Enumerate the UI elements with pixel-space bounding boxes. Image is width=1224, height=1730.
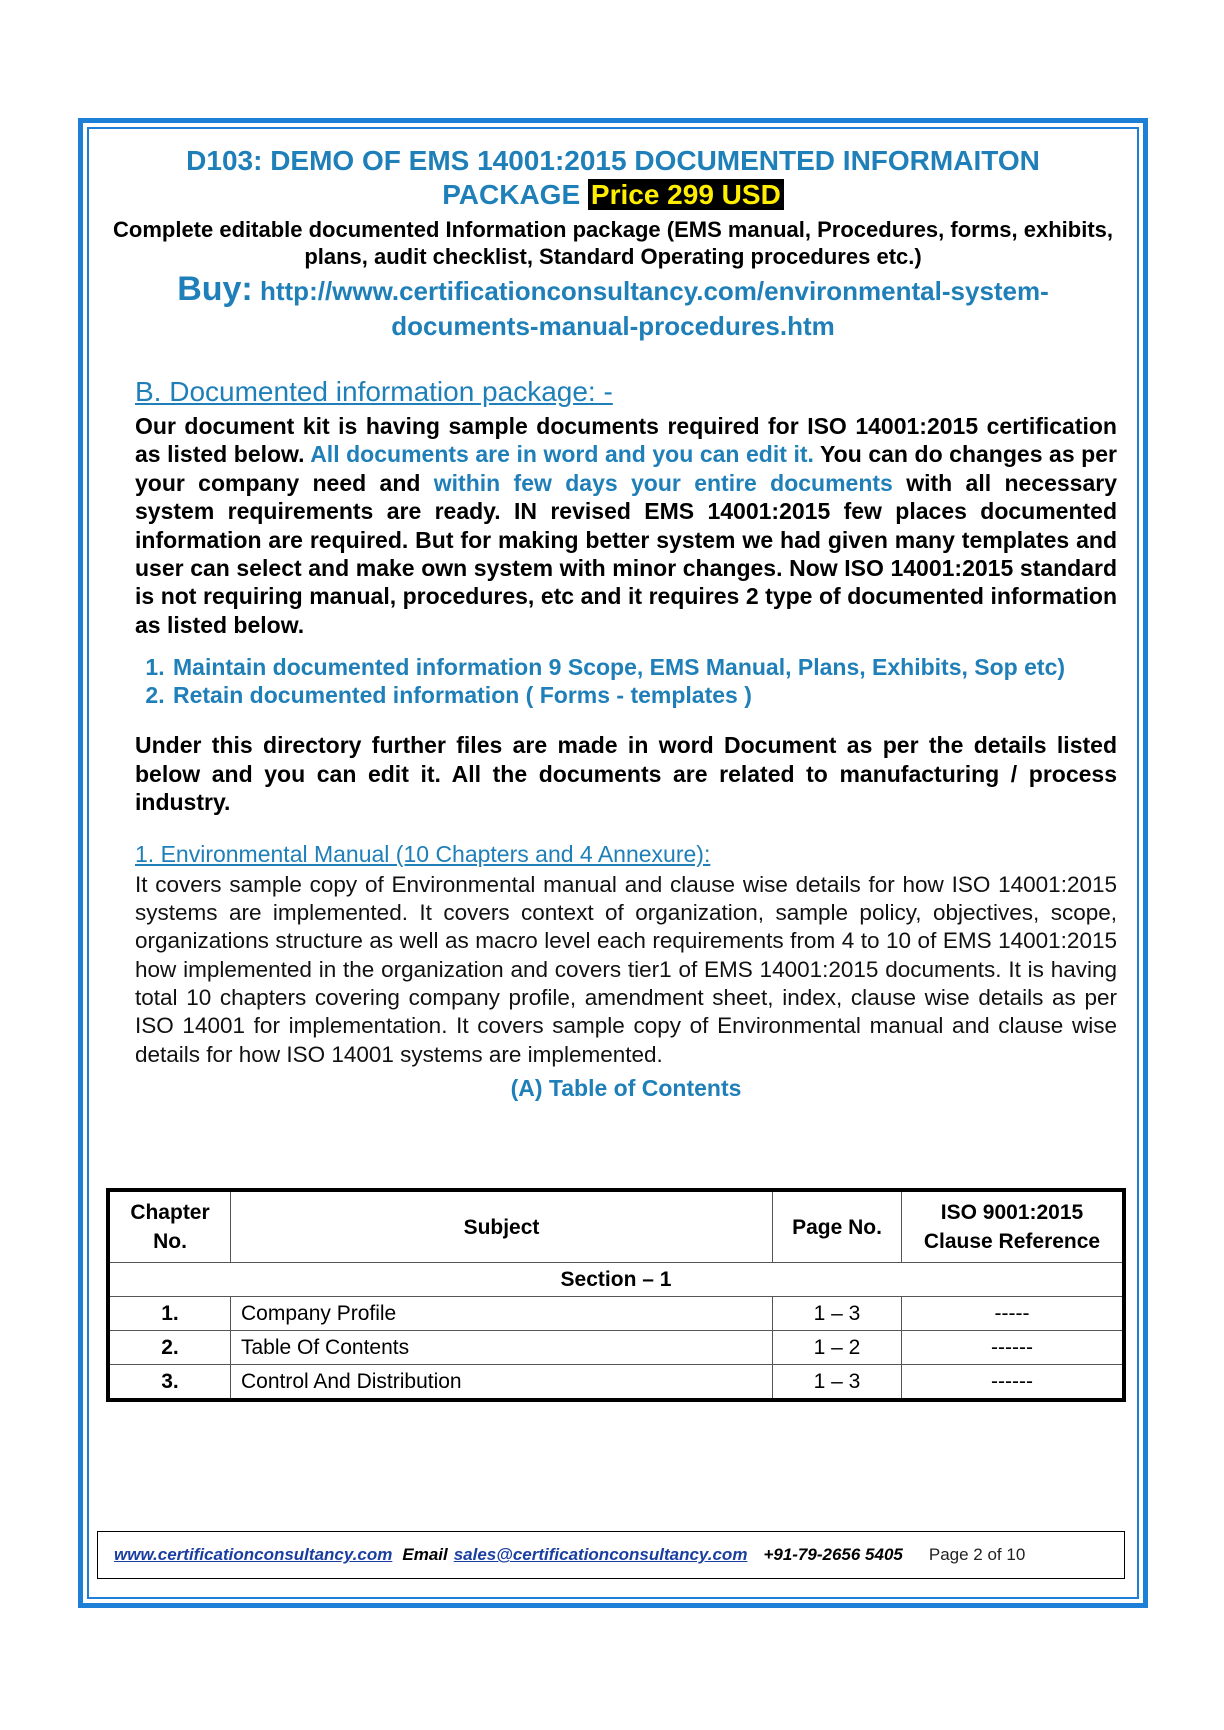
table-row: [108, 1297, 1124, 1331]
cell-subject: Control And Distribution: [231, 1365, 773, 1401]
section-b-heading: B. Documented information package: -: [135, 376, 613, 407]
package-description: Complete editable documented Information package (EMS manual, Procedures, forms, exhibits, plans, audit checklist, Standard Operating procedures etc.): [113, 217, 1113, 269]
cell-page: 1 – 2: [773, 1331, 902, 1365]
footer-phone: +91-79-2656 5405: [763, 1545, 903, 1564]
section-b-paragraph: [135, 412, 1117, 639]
para-highlight-1: All documents are in word and you can edit it.: [310, 441, 814, 468]
table-of-contents: [106, 1188, 1126, 1402]
para-text-2: You can do changes as per your company need and: [135, 441, 1117, 496]
list-item: 2. Retain documented information ( Forms - templates ): [171, 681, 1117, 709]
header-iso: ISO 9001:2015 Clause Reference: [902, 1190, 1125, 1263]
buy-label: Buy:: [177, 270, 253, 308]
table-row: [108, 1331, 1124, 1365]
header-page: Page No.: [773, 1190, 902, 1263]
para-highlight-2: within few days your entire documents: [433, 469, 893, 496]
environmental-manual-paragraph: It covers sample copy of Environmental manual and clause wise details for how ISO 14001:2015 systems are implemented. It covers context of organization, sample policy, objectives, scope, organizations structure as well as macro level each requirements from 4 to 10 of EMS 14001:2015 how implemented in the organization and covers tier1 of EMS 14001:2015 documents. It is having total 10 chapters covering company profile, amendment sheet, index, clause wise details as per ISO 14001 for implementation. It covers sample copy of Environmental manual and clause wise details for how ISO 14001 systems are implemented.: [135, 871, 1117, 1067]
cell-page: 1 – 3: [773, 1365, 902, 1401]
price-badge: Price 299 USD: [588, 179, 784, 210]
section-row: [108, 1263, 1124, 1297]
cell-chapter: 2.: [108, 1331, 231, 1365]
para-text-1: Our document kit is having sample documents required for ISO 14001:2015 certification as listed below.: [135, 413, 1117, 468]
cell-chapter: 3.: [108, 1365, 231, 1401]
cell-iso: ------: [902, 1331, 1125, 1365]
table-row: [108, 1365, 1124, 1401]
cell-subject: Company Profile: [231, 1297, 773, 1331]
footer-email-label: Email: [402, 1545, 448, 1564]
documented-info-list: [135, 653, 1117, 709]
directory-paragraph: Under this directory further files are made in word Document as per the details listed below and you can edit it. All the documents are related to manufacturing / process industry.: [135, 732, 1117, 816]
toc-title: (A) Table of Contents: [510, 1074, 742, 1101]
para-text-3: with all necessary system requirements are ready. IN revised EMS 14001:2015 few places documented information are required. But for making better system we had given many templates and user can select and make own system with minor changes. Now ISO 14001:2015 standard is not requiring manual, procedures, etc and it requires 2 type of documented information as listed below.: [135, 469, 1118, 638]
section-label: Section – 1: [108, 1263, 1124, 1297]
footer-website-link[interactable]: www.certificationconsultancy.com: [114, 1545, 393, 1564]
cell-iso: -----: [902, 1297, 1125, 1331]
buy-line: [92, 272, 1134, 344]
page-number: Page 2 of 10: [928, 1545, 1026, 1564]
section-b: [135, 374, 1117, 1103]
page-title: [92, 144, 1134, 212]
header-chapter: Chapter No.: [108, 1190, 231, 1263]
header-subject: Subject: [231, 1190, 773, 1263]
title-line-1: D103: DEMO OF EMS 14001:2015 DOCUMENTED INFORMAITON: [186, 145, 1040, 176]
footer-email-link[interactable]: sales@certificationconsultancy.com: [453, 1545, 748, 1564]
cell-chapter: 1.: [108, 1297, 231, 1331]
buy-link[interactable]: http://www.certificationconsultancy.com/environmental-system-documents-manual-procedures.htm: [259, 276, 1049, 341]
environmental-manual-heading: 1. Environmental Manual (10 Chapters and 4 Annexure):: [135, 840, 711, 867]
cell-subject: Table Of Contents: [231, 1331, 773, 1365]
title-package: PACKAGE: [442, 179, 581, 210]
page-footer: [97, 1531, 1125, 1579]
table-header-row: [108, 1190, 1124, 1263]
list-item: 1. Maintain documented information 9 Scope, EMS Manual, Plans, Exhibits, Sop etc): [171, 653, 1117, 681]
cell-iso: ------: [902, 1365, 1125, 1401]
title-line-2: [92, 178, 1134, 212]
cell-page: 1 – 3: [773, 1297, 902, 1331]
page-content: [92, 130, 1134, 1103]
